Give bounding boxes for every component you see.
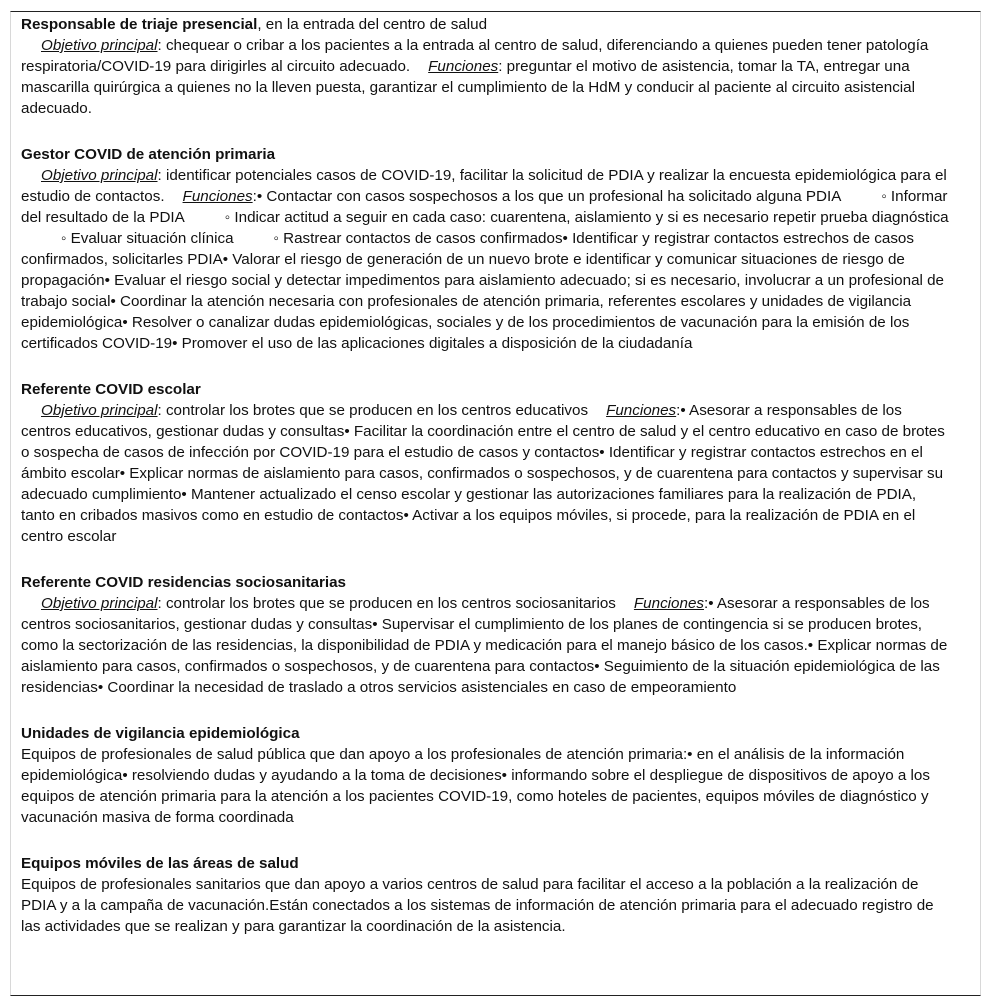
objective-text: : identificar potenciales casos de COVID-19, facilitar la solicitud de PDIA y realizar la encuesta epidemiológica para el estudio de contactos. [21,167,947,205]
section-body [21,593,954,698]
roles-table [10,11,981,996]
section-vigilancia [21,723,954,828]
section-triaje [21,14,954,119]
functions-text: :• Asesorar a responsables de los centros sociosanitarios, gestionar dudas y consultas• Supervisar el cumplimiento de los planes de contingencia si se producen brotes, como la sectorización de las residencias, la disponibilidad de PDIA y medicación para el manejo básico de los casos.• Explicar normas de aislamiento para casos, confirmados o sospechosos, y de cuarentena para contactos• Seguimiento de la situación epidemiológica de las residencias• Coordinar la necesidad de traslado a otros servicios asistenciales en caso de empeoramiento [21,595,948,696]
section-body [21,35,954,119]
section-body [21,400,954,547]
objective-text: : controlar los brotes que se producen en los centros sociosanitarios [157,595,616,612]
section-body [21,165,954,354]
section-title: Gestor COVID de atención primaria [21,146,276,163]
section-equipos-moviles [21,853,954,937]
functions-label: Funciones [606,402,677,419]
functions-text: : preguntar el motivo de asistencia, tomar la TA, entregar una mascarilla quirúrgica a quienes no la lleven puesta, garantizar el cumplimiento de la HdM y conducir al paciente al circuito asistencial adecuado. [21,58,915,117]
sub-item: ◦ Informar del resultado de la PDIA [21,188,948,226]
section-title-suffix: , en la entrada del centro de salud [257,16,488,33]
sub-item: ◦ Rastrear contactos de casos confirmados• Identificar y registrar contactos estrechos de casos confirmados, solicitarles PDIA• Valorar el riesgo de generación de un nuevo brote e identificar y comunicar situaciones de riesgo de propagación• Evaluar el riesgo social y detectar impedimentos para aislamiento adecuado; si es necesario, involucrar a un profesional de trabajo social• Coordinar la atención necesaria con profesionales de atención primaria, referentes escolares y unidades de vigilancia epidemiológica• Resolver o canalizar dudas epidemiológicas, sociales y de los procedimientos de vacunación para la emisión de los certificados COVID-19• Promover el uso de las aplicaciones digitales a disposición de la ciudadanía [21,230,944,352]
objective-label: Objetivo principal [41,167,158,184]
section-referente-escolar [21,379,954,547]
functions-text: :• Contactar con casos sospechosos a los que un profesional ha solicitado alguna PDIA [252,188,842,205]
section-referente-residencias [21,572,954,698]
section-title: Referente COVID escolar [21,381,201,398]
functions-label: Funciones [428,58,499,75]
objective-label: Objetivo principal [41,595,158,612]
objective-text: : controlar los brotes que se producen en los centros educativos [157,402,589,419]
objective-text: : chequear o cribar a los pacientes a la entrada al centro de salud, diferenciando a quienes pueden tener patología respiratoria/COVID-19 para dirigirles al circuito adecuado. [21,37,929,75]
section-title: Unidades de vigilancia epidemiológica [21,725,300,742]
section-title: Equipos móviles de las áreas de salud [21,855,299,872]
sub-item: ◦ Evaluar situación clínica [61,230,234,247]
section-title: Responsable de triaje presencial [21,16,258,33]
functions-text: :• Asesorar a responsables de los centros educativos, gestionar dudas y consultas• Facilitar la coordinación entre el centro de salud y el centro educativo en caso de brotes o sospecha de casos de infección por COVID-19 para el estudio de casos y contactos• Identificar y registrar contactos estrechos en el ámbito escolar• Explicar normas de aislamiento para casos, confirmados o sospechosos, y de cuarentena para contactos y supervisar su adecuado cumplimiento• Mantener actualizado el censo escolar y gestionar las autorizaciones familiares para la realización de PDIA, tanto en cribados masivos como en estudio de contactos• Activar a los equipos móviles, si procede, para la realización de PDIA en el centro escolar [21,402,945,545]
section-body: Equipos de profesionales de salud pública que dan apoyo a los profesionales de atención primaria:• en el análisis de la información epidemiológica• resolviendo dudas y ayudando a la toma de decisiones• informando sobre el despliegue de dispositivos de apoyo a los equipos de atención primaria para la atención a los pacientes COVID-19, como hoteles de pacientes, equipos móviles de diagnóstico y vacunación masiva de forma coordinada [21,746,930,826]
section-body: Equipos de profesionales sanitarios que dan apoyo a varios centros de salud para facilitar el acceso a la población a la realización de PDIA y a la campaña de vacunación.Están conectados a los sistemas de información de atención primaria para el adecuado registro de las actividades que se realizan y para garantizar la coordinación de la asistencia. [21,876,934,935]
functions-label: Funciones [633,595,704,612]
section-gestor-covid [21,144,954,354]
sub-item: ◦ Indicar actitud a seguir en cada caso: cuarentena, aislamiento y si es necesario repetir prueba diagnóstica [224,209,949,226]
objective-label: Objetivo principal [41,37,158,54]
functions-label: Funciones [182,188,253,205]
objective-label: Objetivo principal [41,402,158,419]
section-title: Referente COVID residencias sociosanitarias [21,574,346,591]
table-cell [11,12,980,937]
